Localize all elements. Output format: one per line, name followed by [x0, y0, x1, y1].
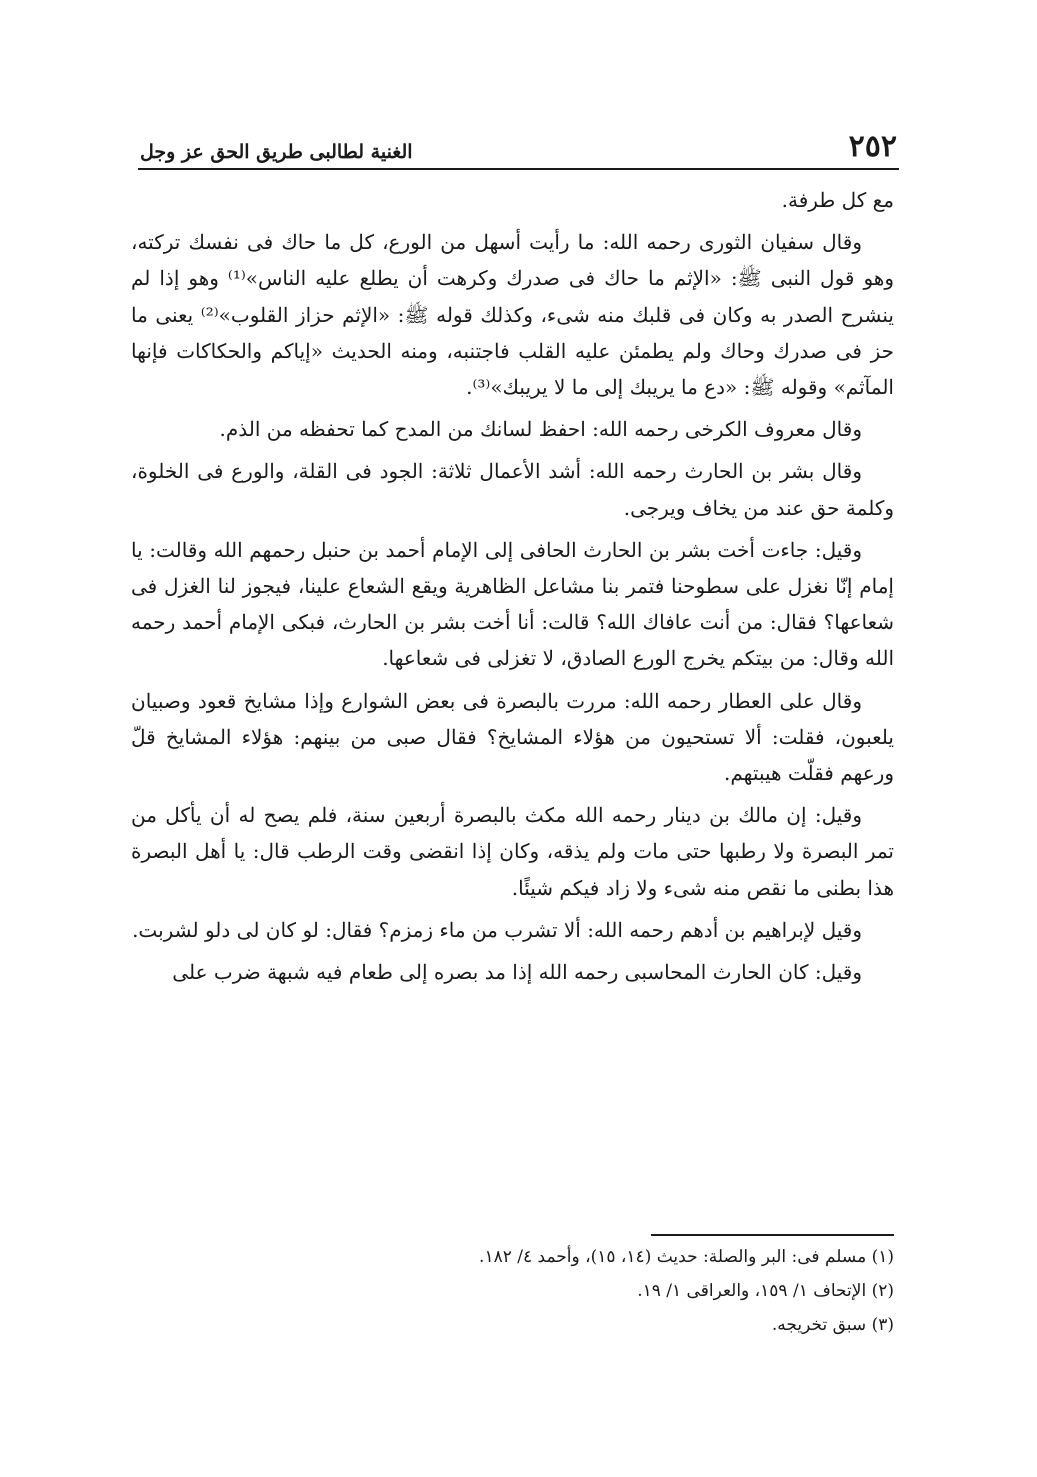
- footnote-3: (٣) سبق تخريجه.: [771, 1315, 894, 1335]
- footnote-divider: [651, 1234, 894, 1236]
- page-number: ٢٥٢: [848, 129, 897, 164]
- running-title: الغنية لطالبى طريق الحق عز وجل: [140, 141, 413, 163]
- page-header: [140, 118, 897, 162]
- paragraph: وقيل: إن مالك بن دينار رحمه الله مكث بالبصرة أربعين سنة، فلم يصح له أن يأكل من تمر البصرة ولا رطبها حتى مات ولم يذقه، وكان إذا انقضى وقت الرطب قال: يا أهل البصرة هذا بطنى ما نقص منه شىء ولا زاد فيكم شيئًا.: [131, 803, 894, 900]
- paragraph: وقيل: كان الحارث المحاسبى رحمه الله إذا مد بصره إلى طعام فيه شبهة ضرب على: [172, 960, 862, 985]
- paragraph: وقيل لإبراهيم بن أدهم رحمه الله: ألا تشرب من ماء زمزم؟ فقال: لو كان لى دلو لشربت.: [132, 917, 862, 942]
- paragraph: وقال بشر بن الحارث رحمه الله: أشد الأعمال ثلاثة: الجود فى القلة، والورع فى الخلوة، وكلمة حق عند من يخاف ويرجى.: [131, 459, 894, 520]
- paragraph: وقال معروف الكرخى رحمه الله: احفظ لسانك من المدح كما تحفظه من الذم.: [219, 417, 862, 442]
- main-text: [131, 182, 894, 996]
- footnote-1: (١) مسلم فى: البر والصلة: حديث (١٤، ١٥)، وأحمد ٤/ ١٨٢.: [479, 1247, 894, 1267]
- footnotes: [131, 1240, 894, 1342]
- paragraph: وقال على العطار رحمه الله: مررت بالبصرة فى بعض الشوارع وإذا مشايخ قعود وصبيان يلعبون، فقلت: ألا تستحيون من هؤلاء المشايخ؟ فقال صبى من بينهم: هؤلاء المشايخ قلّ ورعهم فقلّت هيبتهم.: [131, 688, 894, 786]
- paragraph: وقيل: جاءت أخت بشر بن الحارث الحافى إلى الإمام أحمد بن حنبل رحمهم الله وقالت: يا إمام إنّا نغزل على سطوحنا فتمر بنا مشاعل الظاهرية ويقع الشعاع علينا، فيجوز لنا الغزل فى شعاعها؟ فقال: من أنت عافاك الله؟ قالت: أنا أخت بشر بن الحارث، فبكى الإمام أحمد رحمه الله وقال: من بيتكم يخرج الورع الصادق، لا تغزلى فى شعاعها.: [131, 537, 895, 671]
- footnote-2: (٢) الإتحاف ١/ ١٥٩، والعراقى ١/ ١٩.: [637, 1281, 894, 1301]
- paragraph: مع كل طرفة.: [781, 188, 894, 212]
- header-divider: [138, 168, 899, 170]
- paragraph: وقال سفيان الثورى رحمه الله: ما رأيت أسهل من الورع، كل ما حاك فى نفسك تركته، وهو قول النبى ﷺ: «الإثم ما حاك فى صدرك وكرهت أن يطلع عليه الناس»⁽¹⁾ وهو إذا لم ينشرح الصدر به وكان فى قلبك منه شىء، وكذلك قوله ﷺ: «الإثم حزاز القلوب»⁽²⁾ يعنى ما حز فى صدرك وحاك ولم يطمئن عليه القلب فاجتنبه، ومنه الحديث «إياكم والحكاكات فإنها المآثم» وقوله ﷺ: «دع ما يريبك إلى ما لا يريبك»⁽³⁾.: [131, 230, 894, 400]
